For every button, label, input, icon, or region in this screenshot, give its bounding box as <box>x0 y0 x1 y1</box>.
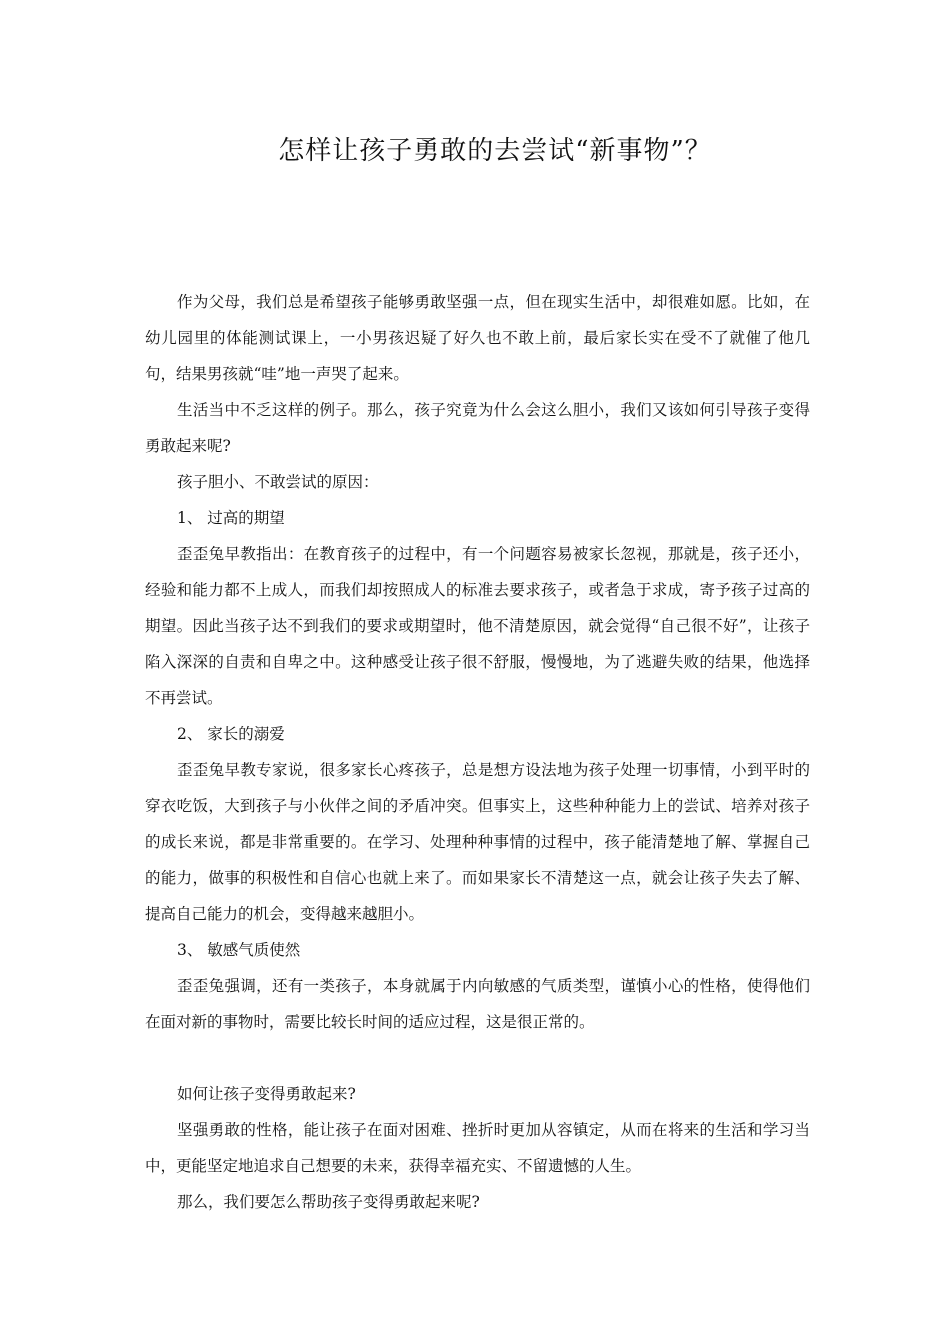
paragraph-cause-1: 歪歪兔早教指出：在教育孩子的过程中，有一个问题容易被家长忽视，那就是，孩子还小，经验和能力都不上成人，而我们却按照成人的标准去要求孩子，或者急于求成，寄予孩子过高的期望。因此当孩子达不到我们的要求或期望时，他不清楚原因，就会觉得“自己很不好”，让孩子陷入深深的自责和自卑之中。这种感受让孩子很不舒服，慢慢地，为了逃避失败的结果，他选择不再尝试。 <box>145 545 810 707</box>
paragraph-cause-2: 歪歪兔早教专家说，很多家长心疼孩子，总是想方设法地为孩子处理一切事情，小到平时的穿衣吃饭，大到孩子与小伙伴之间的矛盾冲突。但事实上，这些种种能力上的尝试、培养对孩子的成长来说，都是非常重要的。在学习、处理种种事情的过程中，孩子能清楚地了解、掌握自己的能力，做事的积极性和自信心也就上来了。而如果家长不清楚这一点，就会让孩子失去了解、提高自己能力的机会，变得越来越胆小。 <box>145 761 810 923</box>
cause-heading-2: 2、 家长的溺爱 <box>177 725 285 743</box>
section-heading-how: 如何让孩子变得勇敢起来? <box>177 1085 356 1103</box>
page-title: 怎样让孩子勇敢的去尝试“新事物”？ <box>278 136 712 166</box>
paragraph-intro: 作为父母，我们总是希望孩子能够勇敢坚强一点，但在现实生活中，却很难如愿。比如，在幼儿园里的体能测试课上，一小男孩迟疑了好久也不敢上前，最后家长实在受不了就催了他几句，结果男孩就“哇”地一声哭了起来。 <box>145 293 810 383</box>
document-body <box>145 284 810 1220</box>
section-heading-causes: 孩子胆小、不敢尝试的原因： <box>177 473 379 491</box>
paragraph-question: 生活当中不乏这样的例子。那么，孩子究竟为什么会这么胆小，我们又该如何引导孩子变得勇敢起来呢? <box>145 401 810 455</box>
cause-heading-1: 1、 过高的期望 <box>177 509 285 527</box>
paragraph-brave: 坚强勇敢的性格，能让孩子在面对困难、挫折时更加从容镇定，从而在将来的生活和学习当中，更能坚定地追求自己想要的未来，获得幸福充实、不留遗憾的人生。 <box>145 1121 810 1175</box>
cause-heading-3: 3、 敏感气质使然 <box>177 941 301 959</box>
paragraph-cause-3: 歪歪兔强调，还有一类孩子，本身就属于内向敏感的气质类型，谨慎小心的性格，使得他们在面对新的事物时，需要比较长时间的适应过程，这是很正常的。 <box>145 977 810 1031</box>
paragraph-end: 那么，我们要怎么帮助孩子变得勇敢起来呢? <box>177 1193 480 1211</box>
paragraph-spacer <box>145 1040 810 1076</box>
